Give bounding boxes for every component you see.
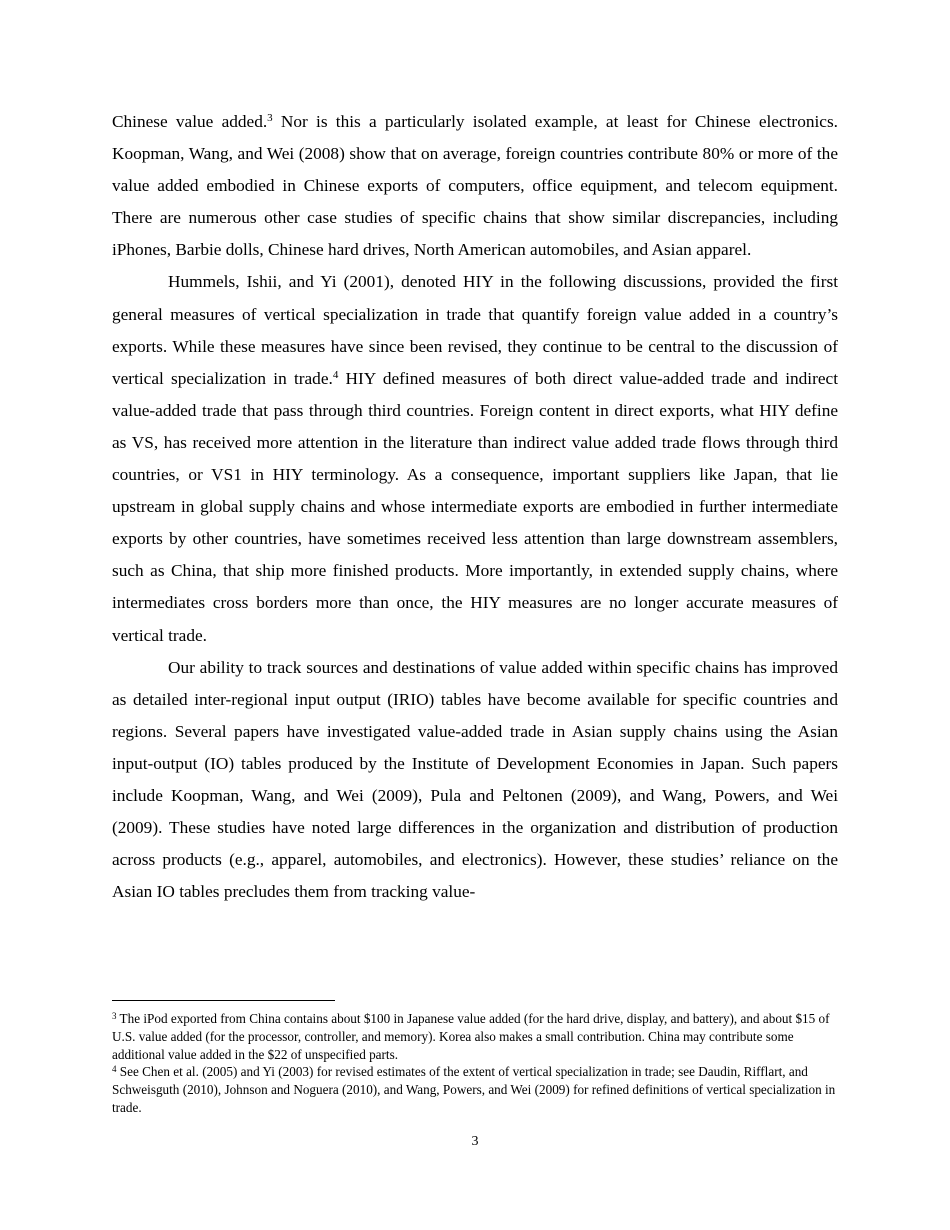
paragraph-1-text-start: Chinese value added.	[112, 112, 268, 131]
paragraph-2-text-end: HIY defined measures of both direct value-added trade and indirect value-added trade that pass through third countries. Foreign content in direct exports, what HIY define as VS, has received more attention in the literature than indirect value added trade flows through third countries, or VS1 in HIY terminology. As a consequence, important suppliers like Japan, that lie upstream in global supply chains and whose intermediate exports are embodied in further intermediate exports by other countries, have sometimes received less attention than large downstream assemblers, such as China, that ship more finished products. More importantly, in extended supply chains, where intermediates cross borders more than once, the HIY measures are no longer accurate measures of vertical trade.	[112, 368, 838, 645]
footnote-mark-3: 3	[112, 1011, 117, 1021]
paragraph-1-text-end: Nor is this a particularly isolated example, at least for Chinese electronics. Koopman, Wang, and Wei (2008) show that on average, foreign countries contribute 80% or more of the value added embodied in Chinese exports of computers, office equipment, and telecom equipment. There are numerous other case studies of specific chains that show similar discrepancies, including iPhones, Barbie dolls, Chinese hard drives, North American automobiles, and Asian apparel.	[112, 112, 838, 260]
footnote-divider	[112, 1000, 335, 1001]
footnote-4	[112, 1063, 838, 1116]
footnote-ref-3[interactable]: 3	[267, 112, 273, 124]
paragraph-1	[112, 106, 838, 266]
page-number: 3	[471, 1134, 479, 1149]
main-text	[112, 106, 838, 908]
footnote-3	[112, 1010, 838, 1063]
footnote-3-text: The iPod exported from China contains about $100 in Japanese value added (for the hard drive, display, and battery), and about $15 of U.S. value added (for the processor, controller, and memory). Korea also makes a small contribution. China may contribute some additional value added in the $22 of unspecified parts.	[112, 1011, 830, 1062]
footnote-mark-4: 4	[112, 1064, 117, 1075]
paragraph-2-text-start: Hummels, Ishii, and Yi (2001), denoted HIY in the following discussions, provided the first general measures of vertical specialization in trade that quantify foreign value added in a country’s exports. While these measures have since been revised, they continue to be central to the discussion of vertical specialization in trade.	[112, 272, 838, 388]
footnotes	[112, 1010, 838, 1117]
paragraph-2	[112, 266, 838, 651]
footnote-ref-4[interactable]: 4	[332, 368, 339, 381]
footnote-4-text: See Chen et al. (2005) and Yi (2003) for revised estimates of the extent of vertical specialization in trade; see Daudin, Rifflart, and Schweisguth (2010), Johnson and Noguera (2010), and Wang, Powers, and Wei (2009) for refined definitions of vertical specialization in trade.	[112, 1064, 836, 1115]
paragraph-3: Our ability to track sources and destinations of value added within specific chains has improved as detailed inter-regional input output (IRIO) tables have become available for specific countries and regions. Several papers have investigated value-added trade in Asian supply chains using the Asian input-output (IO) tables produced by the Institute of Development Economies in Japan. Such papers include Koopman, Wang, and Wei (2009), Pula and Peltonen (2009), and Wang, Powers, and Wei (2009). These studies have noted large differences in the organization and distribution of production across products (e.g., apparel, automobiles, and electronics). However, these studies’ reliance on the Asian IO tables precludes them from tracking value-	[112, 657, 838, 902]
